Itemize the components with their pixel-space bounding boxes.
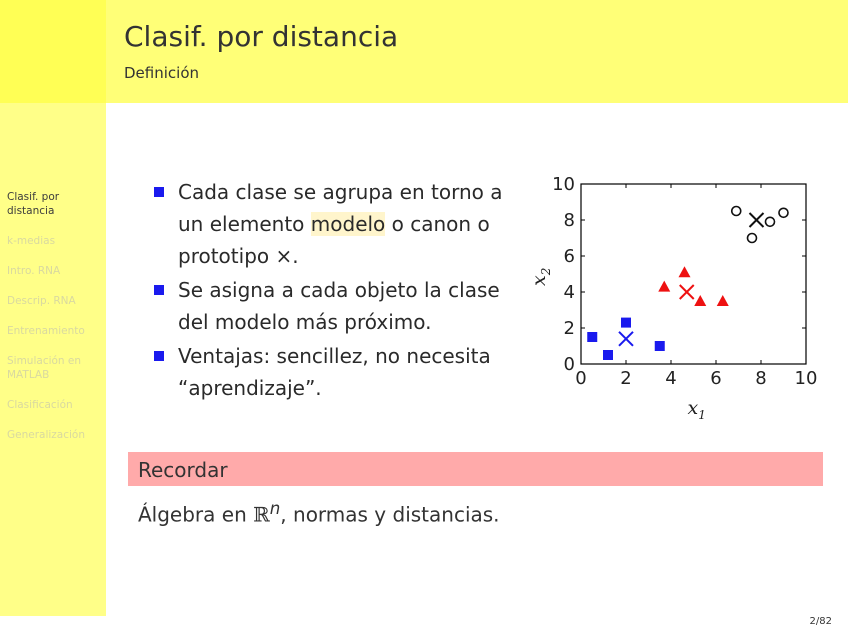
prototype-cross-marker: [750, 213, 764, 227]
bullet-highlight: modelo: [310, 212, 386, 236]
x-tick-label: 2: [620, 368, 632, 389]
y-axis-label: $x_2$: [528, 267, 553, 286]
sidebar-top-block: [0, 0, 106, 103]
exponent-n: n: [269, 499, 281, 518]
y-tick-label: 4: [563, 282, 575, 303]
nav-item-clasificacion[interactable]: Clasificación: [7, 399, 73, 411]
bullet-text-end: o canon o prototipo ×.: [178, 212, 490, 268]
x-tick-label: 10: [794, 368, 818, 389]
x-axis-label-subscript: 1: [698, 408, 706, 422]
nav-item-descrip-rna[interactable]: Descrip. RNA: [7, 295, 76, 307]
nav-item-entrenamiento[interactable]: Entrenamiento: [7, 325, 85, 337]
y-tick-label: 2: [563, 318, 575, 339]
block-body: [128, 486, 823, 538]
y-tick-label: 6: [563, 246, 575, 267]
bullet-item: [150, 340, 530, 404]
slide-header: [106, 0, 848, 103]
y-tick-label: 8: [563, 210, 575, 231]
x-axis-label: $x_1$: [687, 397, 706, 422]
bullet-item: [150, 274, 530, 338]
slide-subtitle: Definición: [124, 64, 199, 82]
x-tick-label: 0: [575, 368, 587, 389]
section-nav: [7, 190, 103, 458]
bullet-square-icon: [154, 351, 164, 361]
square-marker: [603, 350, 613, 360]
bullet-square-icon: [154, 187, 164, 197]
bullet-list: [150, 176, 530, 406]
triangle-marker: [679, 266, 691, 277]
y-tick-label: 10: [552, 174, 575, 195]
sidebar: [0, 0, 106, 616]
remember-block: [128, 452, 823, 538]
scatter-plot: [527, 168, 827, 430]
bullet-text: Ventajas: sencillez, no necesita “aprendizaje”.: [178, 344, 491, 400]
triangle-marker: [658, 281, 670, 292]
square-marker: [621, 318, 631, 328]
nav-item-simulacion-matlab[interactable]: Simulación en MATLAB: [7, 355, 82, 381]
circle-marker: [732, 207, 741, 216]
nav-item-k-medias[interactable]: k-medias: [7, 235, 56, 247]
page-number: 2/82: [809, 616, 832, 627]
circle-marker: [748, 234, 757, 243]
bullet-item: [150, 176, 530, 272]
bullet-square-icon: [154, 285, 164, 295]
y-tick-label: 0: [563, 354, 575, 375]
bullet-text: Se asigna a cada objeto la clase del modelo más próximo.: [178, 278, 500, 334]
square-marker: [587, 332, 597, 342]
triangle-marker: [694, 295, 706, 306]
circle-marker: [766, 217, 775, 226]
slide-title: Clasif. por distancia: [124, 20, 399, 53]
block-text-end: , normas y distancias.: [280, 502, 500, 527]
x-tick-label: 4: [665, 368, 677, 389]
y-axis-label-subscript: 2: [539, 267, 553, 276]
bullet-text-start: Cada clase se agrupa en torno a un elemento: [178, 180, 503, 236]
real-numbers-symbol: ℝ: [253, 502, 270, 527]
nav-item-generalizacion[interactable]: Generalización: [7, 429, 86, 441]
plot-frame: [581, 184, 806, 364]
x-tick-label: 6: [710, 368, 722, 389]
nav-item-intro-rna[interactable]: Intro. RNA: [7, 265, 61, 277]
block-title: Recordar: [128, 452, 823, 486]
prototype-cross-marker: [680, 285, 694, 299]
block-text-start: Álgebra en: [138, 502, 254, 527]
nav-item-clasif-distancia[interactable]: Clasif. por distancia: [7, 191, 60, 217]
square-marker: [655, 341, 665, 351]
x-tick-label: 8: [755, 368, 767, 389]
prototype-cross-marker: [619, 332, 633, 346]
triangle-marker: [717, 295, 729, 306]
circle-marker: [779, 208, 788, 217]
